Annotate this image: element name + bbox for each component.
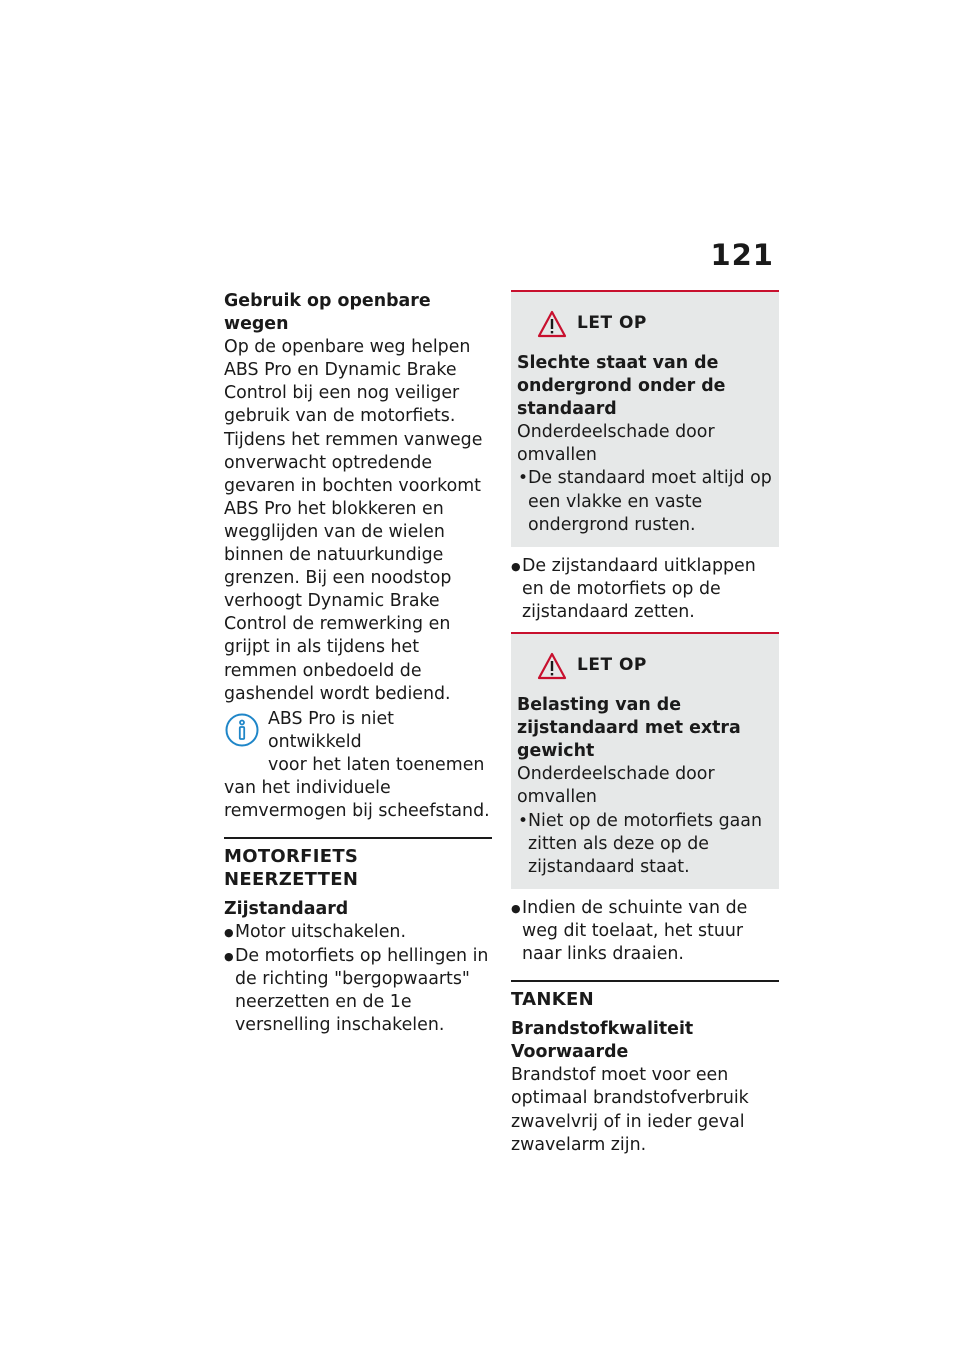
section-title: Gebruik op openbare wegen (224, 291, 431, 335)
list-item: ● De zijstandaard uitklappen en de motorfiets op de zijstandaard zetten. (511, 555, 779, 624)
notice-heading: Belasting van de zijstandaard met extra gewicht (517, 695, 741, 762)
notice-consequence: Onderdeelschade door omvallen (517, 422, 715, 466)
list-item: ● Indien de schuinte van de weg dit toelaat, het stuur naar links draaien. (511, 897, 779, 966)
sub-heading-zijstandaard: Zijstandaard (224, 899, 349, 920)
section-heading-tanken: TANKEN (511, 980, 779, 1011)
notice-title: LET OP (577, 313, 647, 334)
body-paragraph: Brandstof moet voor een optimaal brandstofverbruik zwavelvrij of in ieder geval zwavelarm zijn. (511, 1065, 749, 1155)
list-item: ● De motorfiets op hellingen in de richting "bergopwaarts" neerzetten en de 1e versnelling inschakelen. (224, 945, 492, 1037)
list-item: ● Motor uitschakelen. (224, 921, 492, 944)
sub-heading-voorwaarde: Voorwaarde (511, 1042, 629, 1063)
info-text-line: voor het laten toenemen (268, 754, 485, 775)
info-icon (224, 712, 260, 748)
list-item: • De standaard moet altijd op een vlakke en vaste ondergrond rusten. (517, 467, 773, 536)
sub-heading-brandstofkwaliteit: Brandstofkwaliteit (511, 1019, 694, 1040)
steps-list (511, 555, 779, 624)
notice-box (511, 290, 779, 547)
steps-list (511, 897, 779, 966)
notice-header (517, 648, 773, 684)
notice-actions (517, 467, 773, 536)
info-text: van het individuele remvermogen bij scheefstand. (224, 777, 490, 822)
section-heading-motorfiets-neerzetten: MOTORFIETS NEERZETTEN (224, 837, 492, 891)
notice-consequence: Onderdeelschade door omvallen (517, 764, 715, 808)
left-column (224, 290, 492, 1037)
page-number: 121 (710, 238, 774, 272)
notice-heading: Slechte staat van de ondergrond onder de standaard (517, 353, 726, 420)
notice-box (511, 632, 779, 889)
steps-list (224, 921, 492, 1036)
warning-icon (537, 310, 567, 338)
notice-actions (517, 810, 773, 879)
body-paragraph: Op de openbare weg helpen ABS Pro en Dynamic Brake Control bij een nog veiliger gebruik van de motorfiets. Tijdens het remmen vanwege onverwacht optredende gevaren in bochten voorkomt ABS Pro het blokkeren en wegglijden van de wielen binnen de natuurkundige grenzen. Bij een noodstop verhoogt Dynamic Brake Control de remwerking en grijpt in als tijdens het remmen onbedoeld de gashendel wordt bediend. (224, 337, 483, 704)
right-column (511, 290, 779, 1157)
notice-title: LET OP (577, 655, 647, 676)
notice-header (517, 306, 773, 342)
info-text-line: ABS Pro is niet ontwikkeld (268, 708, 394, 752)
warning-icon (537, 652, 567, 680)
list-item: • Niet op de motorfiets gaan zitten als deze op de zijstandaard staat. (517, 810, 773, 879)
info-note (224, 708, 492, 823)
